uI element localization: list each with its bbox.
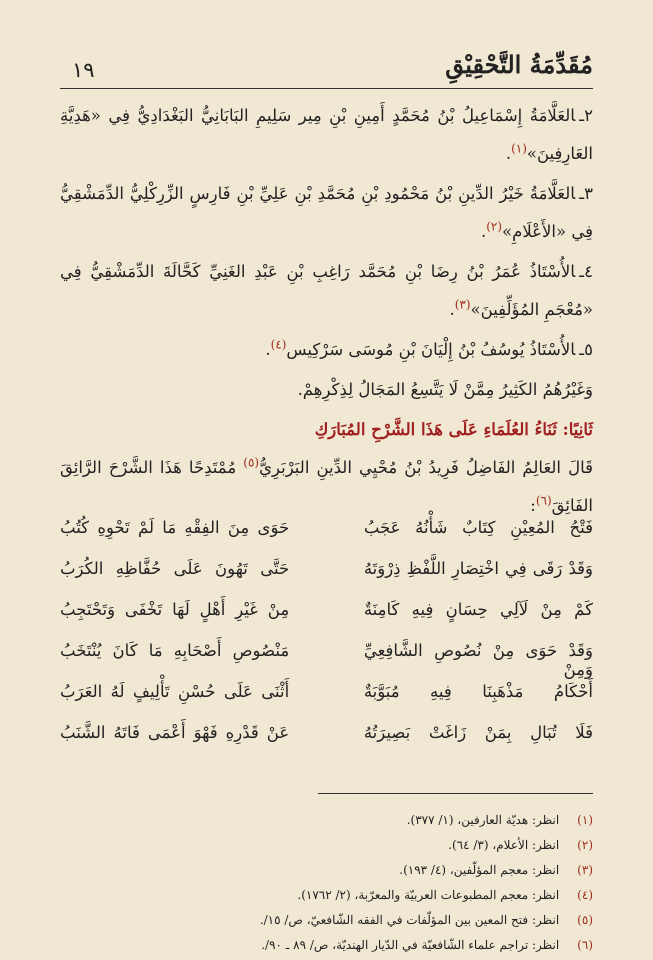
footnote-ref[interactable]: (٥) xyxy=(243,455,260,470)
main-text xyxy=(60,97,593,527)
hemistich-first: أَحْكَامُ مَذْهَبِنَا فِيهِ مُبَوَّبَةٌ xyxy=(363,682,593,701)
entry-text: العَلَّامَةُ خَيْرُ الدِّينِ بْنُ مَحْمُودِ بْنِ مُحَمَّدِ بْنِ عَلِيِّ بْنِ فَارِسٍ الزِّرِكْلِيُّ الدِّمَشْقِيُّ فِي «الأَعْلَامِ» xyxy=(60,184,593,241)
running-title: مُقَدِّمَةُ التَّحْقِيْقِ xyxy=(445,50,593,79)
hemistich-first: فَتْحُ المُعِيْنِ كِتَابٌ شَأْنُهُ عَجَبُ xyxy=(363,518,593,537)
poem-verse xyxy=(60,723,593,764)
hemistich-second: حَوَى مِنَ الفِقْهِ مَا لَمْ تَحْوِهِ كُتُبُ xyxy=(60,518,290,537)
footnote-text: انظر: معجم المطبوعات العربيّة والمعرّبة، (٢/ ١٧٦٢). xyxy=(297,888,560,902)
poem xyxy=(60,518,593,778)
entry-4: ٤ـالأُسْتَاذُ عُمَرُ بْنُ رِضَا بْنِ مُحَمَّد رَاغِبِ بْنِ عَبْدِ الغَنِيِّ كَحَّالَةَ الدِّمَشْقِيُّ فِي «مُعْجَمِ المُؤَلِّفِينَ»$^{(٣)}$. xyxy=(60,262,593,319)
hemistich-first: وَقَدْ رَقَى فِي اخْتِصَارِ اللَّفْظِ ذِرْوَتَهُ xyxy=(363,559,593,578)
footnote-ref[interactable]: (٤) xyxy=(270,337,287,352)
entry-3: ٣ـالعَلَّامَةُ خَيْرُ الدِّينِ بْنُ مَحْمُودِ بْنِ مُحَمَّدِ بْنِ عَلِيِّ بْنِ فَارِسٍ الزِّرِكْلِيُّ الدِّمَشْقِيُّ فِي «الأَعْلَامِ»$^{(٢)}$. xyxy=(60,184,593,241)
footnotes xyxy=(60,808,593,958)
poem-verse xyxy=(60,559,593,600)
hemistich-second: عَنْ قَدْرِهِ فَهْوَ أَعْمَى فَاتَهُ الشَّنَبُ xyxy=(60,723,290,742)
footnote-number: (٢) xyxy=(577,838,593,852)
footnote-text: انظر: فتح المعين بين المؤلّفات في الفقه الشّافعيّ، ص/ ١٥/. xyxy=(259,913,560,927)
hemistich-second: مِنْ غَيْرِ أَهْلٍ لَهَا تَخْفَى وَتَحْتَجِبُ xyxy=(60,600,290,619)
entry-number: ٤ـ xyxy=(579,262,593,281)
hemistich-second: أَثْنَى عَلَى حُسْنِ تَأْلِيفٍ لَهُ العَرَبُ xyxy=(60,682,290,701)
footnote-number: (٣) xyxy=(577,863,593,877)
footnote xyxy=(60,808,593,833)
praise-intro-text: قَالَ العَالِمُ الفَاضِلُ فَرِيدُ بْنُ مُحْيِي الدِّينِ البَرْبَرِيُّ xyxy=(259,458,593,477)
footnote-number: (٥) xyxy=(577,913,593,927)
poem-verse xyxy=(60,518,593,559)
entry-text: الأُسْتَاذُ عُمَرُ بْنُ رِضَا بْنِ مُحَمَّد رَاغِبِ بْنِ عَبْدِ الغَنِيِّ كَحَّالَةَ الدِّمَشْقِيُّ فِي «مُعْجَمِ المُؤَلِّفِينَ» xyxy=(60,262,593,319)
footnote-text: انظر: تراجم علماء الشّافعيّة في الدّيار الهنديّة، ص/ ٨٩ ـ ٩٠/. xyxy=(261,938,560,952)
entry-5: ٥ـالأُسْتَاذُ يُوسُفُ بْنُ إِلْيَانَ بْنِ مُوسَى سَرْكِيس$^{(٤)}$. xyxy=(265,337,593,359)
entry-number: ٣ـ xyxy=(579,184,593,203)
footnote xyxy=(60,933,593,958)
footnote-rule xyxy=(318,793,593,794)
closing-line: وَغَيْرُهُمُ الكَثِيرُ مِمَّنْ لَا يَتَّسِعُ المَجَالُ لِذِكْرِهِمْ. xyxy=(297,380,593,399)
footnote-ref[interactable]: (١) xyxy=(511,141,527,156)
footnote-text: انظر: معجم المؤلّفين، (٤/ ١٩٣). xyxy=(399,863,560,877)
hemistich-second: مَنْصُوصِ أَصْحَابِهِ مَا كَانَ يُنْتَخَبُ xyxy=(60,641,290,660)
poem-verse xyxy=(60,641,593,682)
hemistich-first: وَقَدْ حَوَى مِنْ نُصُوصِ الشَّافِعِيِّ وَمِنْ xyxy=(363,641,593,679)
header-rule xyxy=(60,88,593,89)
hemistich-first: كَمْ مِنْ لَآلِي حِسَانٍ فِيهِ كَامِنَةٌ xyxy=(363,600,593,619)
footnote-text: انظر: هديّة العارفين، (١/ ٣٧٧). xyxy=(406,813,560,827)
hemistich-first: فَلَا تُبَالِ بِمَنْ زَاغَتْ بَصِيرَتُهُ xyxy=(363,723,593,742)
entry-text: العَلَّامَةُ إِسْمَاعِيلُ بْنُ مُحَمَّدٍ أَمِينِ بْنِ مِير سَلِيمِ البَابَانِيُّ البَغْدَادِيُّ فِي «هَدِيَّةِ العَارِفِينَ» xyxy=(60,106,593,163)
footnote-number: (١) xyxy=(577,813,593,827)
praise-intro: قَالَ العَالِمُ الفَاضِلُ فَرِيدُ بْنُ مُحْيِي الدِّينِ البَرْبَرِيُّ$^{(٥)}$ مُمْتَدِحًا هَذَا الشَّرْحَ الرَّائِقَ الفَائِقَ$^{(٦)}$: xyxy=(60,455,593,515)
footnote-ref[interactable]: (٦) xyxy=(535,493,552,508)
poem-verse xyxy=(60,600,593,641)
section-heading: ثَانِيًا: ثَنَاءُ العُلَمَاءِ عَلَى هَذَا الشَّرْحِ المُبَارَكِ xyxy=(314,420,593,439)
entry-2: ٢ـالعَلَّامَةُ إِسْمَاعِيلُ بْنُ مُحَمَّدٍ أَمِينِ بْنِ مِير سَلِيمِ البَابَانِيُّ البَغْدَادِيُّ فِي «هَدِيَّةِ العَارِفِينَ»$^{(١)}$. xyxy=(60,106,593,163)
poem-verse xyxy=(60,682,593,723)
page-number: ١٩ xyxy=(72,58,95,82)
footnote xyxy=(60,858,593,883)
praise-intro-cont: مُمْتَدِحًا هَذَا الشَّرْحَ الرَّائِقَ الفَائِقَ xyxy=(60,458,593,515)
footnote-number: (٦) xyxy=(577,938,593,952)
footnote xyxy=(60,908,593,933)
footnote-ref[interactable]: (٣) xyxy=(454,297,471,312)
hemistich-second: حَتَّى تَهُونَ عَلَى حُفَّاظِهِ الكُرَبُ xyxy=(60,559,290,578)
footnote xyxy=(60,833,593,858)
page-header xyxy=(60,50,593,90)
entry-number: ٥ـ xyxy=(579,340,593,359)
footnote xyxy=(60,883,593,908)
entry-number: ٢ـ xyxy=(579,106,593,125)
footnote-ref[interactable]: (٢) xyxy=(486,219,503,234)
footnote-number: (٤) xyxy=(577,888,593,902)
entry-text: الأُسْتَاذُ يُوسُفُ بْنُ إِلْيَانَ بْنِ مُوسَى سَرْكِيس xyxy=(286,340,576,359)
footnote-text: انظر: الأعلام، (٣/ ٦٤). xyxy=(448,838,560,852)
